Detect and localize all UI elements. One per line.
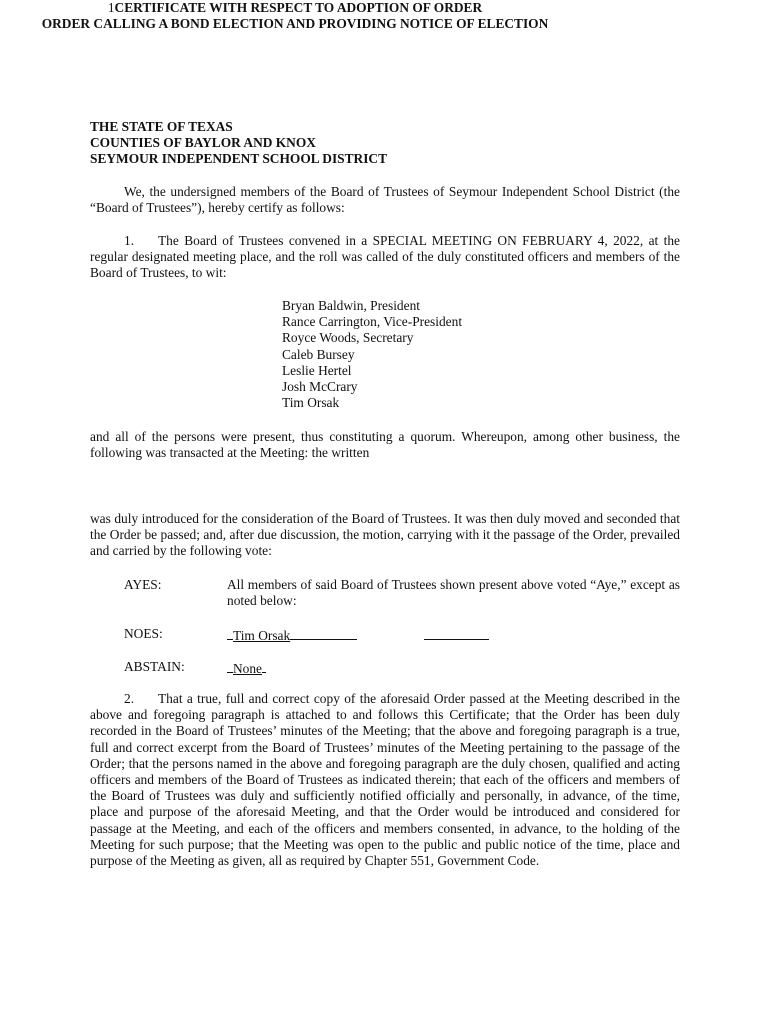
order-title: ORDER CALLING A BOND ELECTION AND PROVIDING NOTICE OF ELECTION xyxy=(41,16,549,32)
paragraph-2-number: 2. xyxy=(124,691,135,706)
noes-entry xyxy=(227,626,680,644)
ayes-label: AYES: xyxy=(124,577,162,592)
member-item: Royce Woods, Secretary xyxy=(282,330,414,346)
abstain-entry xyxy=(227,659,680,677)
noes-value: Tim Orsak xyxy=(233,628,291,643)
motion-paragraph: was duly introduced for the consideration of the Board of Trustees. It was then duly moved and seconded that the Order be passed; and, after due discussion, the motion, carrying with it the passage of the Order, prevailed and carried by the following vote: xyxy=(90,511,680,559)
abstain-value: None xyxy=(233,661,263,676)
noes-label: NOES: xyxy=(124,626,163,641)
member-item: Rance Carrington, Vice-President xyxy=(282,314,463,330)
header-line-district: SEYMOUR INDEPENDENT SCHOOL DISTRICT xyxy=(90,151,388,167)
paragraph-2-text: That a true, full and correct copy of the aforesaid Order passed at the Meeting described in the above and foregoing paragraph is attached to and follows this Certificate; that the Order has been duly recorded in the Board of Trustees’ minutes of the Meeting; that the above and foregoing paragraph is a true, full and correct excerpt from the Board of Trustees’ minutes of the Meeting pertaining to the passage of the Order; that the persons named in the above and foregoing paragraph are the duly chosen, qualified and acting officers and members of the Board of Trustees as indicated therein; that each of the officers and members of the Board of Trustees was duly and sufficiently notified officially and personally, in advance, of the time, place and purpose of the aforesaid Meeting, and that the Order would be introduced and considered for passage at the Meeting, and each of the officers and members consented, in advance, to the holding of the Meeting for such purpose; that the Meeting was open to the public and public notice of the time, place and purpose of the Meeting as given, all as required by Chapter 551, Government Code. xyxy=(90,691,680,869)
abstain-underline-tail xyxy=(262,659,266,673)
member-item: Caleb Bursey xyxy=(282,346,355,362)
title-text: CERTIFICATE WITH RESPECT TO ADOPTION OF ORDER xyxy=(114,0,483,15)
member-list xyxy=(282,298,462,411)
ayes-text: All members of said Board of Trustees shown present above voted “Aye,” except as noted below: xyxy=(227,577,680,609)
quorum-paragraph: and all of the persons were present, thus constituting a quorum. Whereupon, among other business, the following was transacted at the Meeting: the written xyxy=(90,429,680,461)
paragraph-1-number: 1. xyxy=(124,233,135,248)
member-item: Bryan Baldwin, President xyxy=(282,298,420,313)
paragraph-1-text: The Board of Trustees convened in a SPECIAL MEETING ON FEBRUARY 4, 2022, at the regular designated meeting place, and the roll was called of the duly constituted officers and members of the Board of Trustees, to wit: xyxy=(90,233,680,281)
abstain-label: ABSTAIN: xyxy=(124,659,185,674)
intro-paragraph: We, the undersigned members of the Board of Trustees of Seymour Independent School District (the “Board of Trustees”), hereby certify as follows: xyxy=(90,184,680,216)
jurisdiction-header xyxy=(90,119,680,168)
paragraph-1 xyxy=(90,233,680,282)
document-title xyxy=(0,0,590,16)
header-line-state: THE STATE OF TEXAS xyxy=(90,119,233,134)
title-footnote-number: 1 xyxy=(107,0,115,15)
member-item: Josh McCrary xyxy=(282,379,358,395)
paragraph-2 xyxy=(90,691,680,869)
member-item: Tim Orsak xyxy=(282,395,340,411)
noes-underline-tail xyxy=(290,626,357,640)
header-line-counties: COUNTIES OF BAYLOR AND KNOX xyxy=(90,135,316,151)
member-item: Leslie Hertel xyxy=(282,362,352,378)
noes-blank-line xyxy=(424,626,489,640)
